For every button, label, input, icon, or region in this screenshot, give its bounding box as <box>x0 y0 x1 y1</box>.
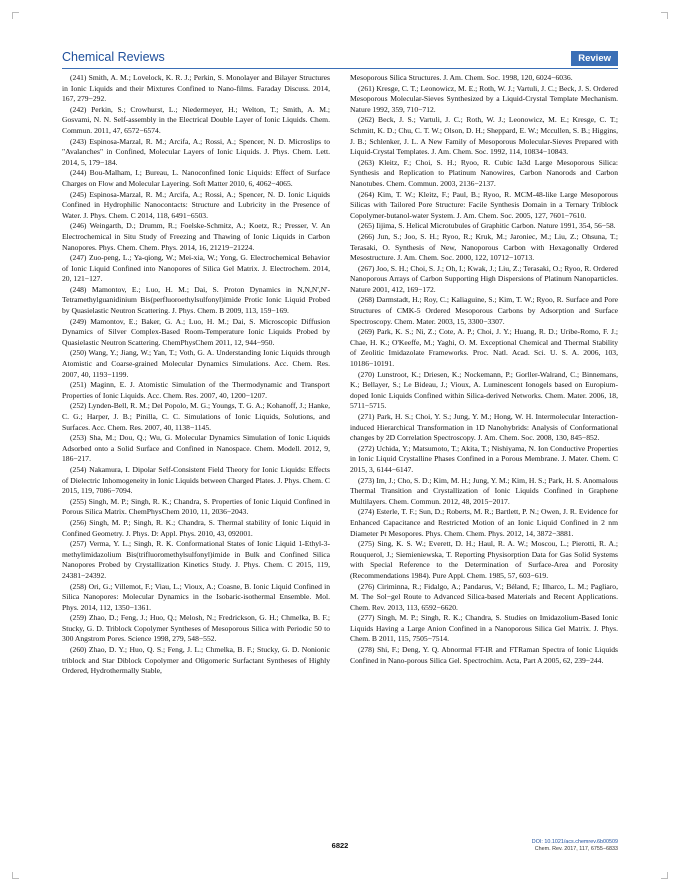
footer-citation <box>532 839 618 853</box>
reference-item: (273) Im, J.; Cho, S. D.; Kim, M. H.; Jung, Y. M.; Kim, H. S.; Park, H. S. Anomalous Thermal Transition and Crystallization of Ionic Liquids Confined in Graphene Multilayers. Chem. Commun. 2012, 48, 2015−2017. <box>350 475 618 506</box>
reference-item: (268) Darmstadt, H.; Roy, C.; Kaliaguine, S.; Kim, T. W.; Ryoo, R. Surface and Pore Structures of CMK-5 Ordered Mesoporous Carbons by Adsorption and Surface Spectroscopy. Chem. Mater. 2003, 15, 3300−3307. <box>350 295 618 326</box>
crop-mark <box>661 872 668 879</box>
journal-citation: Chem. Rev. 2017, 117, 6755−6833 <box>534 846 618 852</box>
reference-item: (258) Ori, G.; Villemot, F.; Viau, L.; Vioux, A.; Coasne, B. Ionic Liquid Confined in Silica Nanopores: Molecular Dynamics in the Isobaric-isothermal Ensemble. Mol. Phys. 2014, 112, 1350−1361. <box>62 581 330 612</box>
crop-mark <box>661 12 668 19</box>
reference-item: (241) Smith, A. M.; Lovelock, K. R. J.; Perkin, S. Monolayer and Bilayer Structures in Ionic Liquids and their Mixtures Confined to Nano-films. Faraday Discuss. 2014, 167, 279−292. <box>62 73 330 104</box>
reference-item: (267) Joo, S. H.; Choi, S. J.; Oh, I.; Kwak, J.; Liu, Z.; Terasaki, O.; Ryoo, R. Ordered Nanoporous Arrays of Carbon Supporting High Dispersions of Platinum Nanoparticles. Nature 2001, 412, 169−172. <box>350 263 618 294</box>
reference-item: (271) Park, H. S.; Choi, Y. S.; Jung, Y. M.; Hong, W. H. Intermolecular Interaction-induced Hierarchical Transformation in 1D Nanohybrids: Analysis of Conformational changes by 2D Correlation Spectroscopy. J. Am. Chem. Soc. 2008, 130, 845−852. <box>350 412 618 443</box>
reference-item: (278) Shi, F.; Deng, Y. Q. Abnormal FT-IR and FTRaman Spectra of Ionic Liquids Confined in Nano-porous Silica Gel. Spectrochim. Acta, Part A 2005, 62, 239−244. <box>350 645 618 665</box>
page-number: 6822 <box>331 841 349 850</box>
reference-item: (247) Zuo-peng, L.; Ya-qiong, W.; Mei-xia, W.; Yong, G. Electrochemical Behavior of Ionic Liquid Confined into Nanopores of Silica Gel Matrix. J. Electrochem. 2014, 20, 121−127. <box>62 253 330 284</box>
reference-item: (266) Jun, S.; Joo, S. H.; Ryoo, R.; Kruk, M.; Jaroniec, M.; Liu, Z.; Ohsuna, T.; Terasaki, O. Synthesis of New, Nanoporous Carbon with Hexagonally Ordered Mesostructure. J. Am. Chem. Soc. 2000, 122, 10712−10713. <box>350 231 618 263</box>
reference-item: (254) Nakamura, I. Dipolar Self-Consistent Field Theory for Ionic Liquids: Effects of Dielectric Inhomogeneity in Ionic Liquids between Charged Plates. J. Phys. Chem. C 2015, 119, 7086−7094. <box>62 464 330 496</box>
reference-item: (252) Lynden-Bell, R. M.; Del Popolo, M. G.; Youngs, T. G. A.; Kohanoff, J.; Hanke, C. G.; Harper, J. B.; Pinilla, C. C. Simulations of Ionic Liquids, Solutions, and Surfaces. Acc. Chem. Res. 2007, 40, 1138−1145. <box>62 401 330 432</box>
reference-item: (257) Verma, Y. L.; Singh, R. K. Conformational States of Ionic Liquid 1-Ethyl-3-methylimidazolium Bis(trifluoromethylsulfonyl)imide in Bulk and Confined Silica Nanopores Probed by Crystallization Kinetics Study. J. Phys. Chem. C 2015, 119, 24381−24392. <box>62 539 330 580</box>
reference-item: Mesoporous Silica Structures. J. Am. Chem. Soc. 1998, 120, 6024−6036. <box>350 73 573 82</box>
reference-item: (272) Uchida, Y.; Matsumoto, T.; Akita, T.; Nishiyama, N. Ion Conductive Properties in Ionic Liquid Crystalline Phases Confined in a Porous Membrane. J. Mater. Chem. C 2015, 3, 6144−6147. <box>350 443 618 474</box>
reference-item: (276) Ciriminna, R.; Fidalgo, A.; Pandarus, V.; Béland, F.; Ilharco, L. M.; Pagliaro, M. The Sol−gel Route to Advanced Silica-based Materials and Recent Applications. Chem. Rev. 2013, 113, 6592−6620. <box>350 581 618 612</box>
reference-item: (275) Sing, K. S. W.; Everett, D. H.; Haul, R. A. W.; Moscou, L.; Pierotti, R. A.; Rouquerol, J.; Siemieniewska, T. Reporting Physisorption Data for Gas Solid Systems with Special Reference to the Determination of Surface-Area and Porosity (Recommendations 1984). Pure Appl. Chem. 1985, 57, 603−619. <box>350 539 618 580</box>
reference-item: (245) Espinosa-Marzal, R. M.; Arcifa, A.; Rossi, A.; Spencer, N. D. Ionic Liquids Confined in Hydrophilic Nanocontacts: Structure and Lubricity in the Presence of Water. J. Phys. Chem. C 2014, 118, 6491−6503. <box>62 189 330 220</box>
crop-mark <box>12 872 19 879</box>
references-right-column <box>350 73 618 666</box>
reference-item: (253) Sha, M.; Dou, Q.; Wu, G. Molecular Dynamics Simulation of Ionic Liquids Adsorbed onto a Solid Surface and Confined in Nanospace. Chem. Modell. 2012, 9, 186−217. <box>62 433 330 464</box>
reference-item: (243) Espinosa-Marzal, R. M.; Arcifa, A.; Rossi, A.; Spencer, N. D. Microslips to "Avalanches" in Confined, Molecular Layers of Ionic Liquids. J. Phys. Chem. Lett. 2014, 5, 179−184. <box>62 136 330 167</box>
reference-item: (265) Iijima, S. Helical Microtubules of Graphitic Carbon. Nature 1991, 354, 56−58. <box>358 221 616 231</box>
reference-item: (261) Kresge, C. T.; Leonowicz, M. E.; Roth, W. J.; Vartuli, J. C.; Beck, J. S. Ordered Mesoporous Molecular-Sieves Synthesized by a Liquid-Crystal Template Mechanism. Nature 1992, 359, 710−712. <box>350 83 618 114</box>
reference-item: (264) Kim, T. W.; Kleitz, F.; Paul, B.; Ryoo, R. MCM-48-like Large Mesoporous Silicas with Tailored Pore Structure: Facile Synthesis Domain in a Ternary Triblock Copolymer-butanol-water System. J. Am. Chem. Soc. 2005, 127, 7601−7610. <box>350 189 618 220</box>
doi-link[interactable]: DOI: 10.1021/acs.chemrev.6b00509 <box>531 839 618 845</box>
reference-item: (246) Weingarth, D.; Drumm, R.; Foelske-Schmitz, A.; Koetz, R.; Presser, V. An Electrochemical in Situ Study of Freezing and Thawing of Ionic Liquids in Carbon Nanopores. Phys. Chem. Chem. Phys. 2014, 16, 21219−21224. <box>62 221 330 252</box>
reference-item: (250) Wang, Y.; Jiang, W.; Yan, T.; Voth, G. A. Understanding Ionic Liquids through Atomistic and Coarse-grained Molecular Dynamics Simulations. Acc. Chem. Res. 2007, 40, 1193−1199. <box>62 348 330 379</box>
page-header <box>62 50 618 67</box>
reference-item: (249) Mamontov, E.; Baker, G. A.; Luo, H. M.; Dai, S. Microscopic Diffusion Dynamics of Silver Complex-Based Room-Temperature Ionic Liquids Probed by Quasielastic Neutron Scattering. ChemPhysChem 2011, 12, 944−950. <box>62 316 330 347</box>
reference-item: (277) Singh, M. P.; Singh, R. K.; Chandra, S. Studies on Imidazolium-Based Ionic Liquids Having a Large Anion Confined in a Nanoporous Silica Gel Matrix. J. Phys. Chem. B 2011, 115, 7505−7514. <box>350 613 618 644</box>
reference-item: (255) Singh, M. P.; Singh, R. K.; Chandra, S. Properties of Ionic Liquid Confined in Porous Silica Matrix. ChemPhysChem 2010, 11, 2036−2043. <box>62 496 330 517</box>
reference-item: (256) Singh, M. P.; Singh, R. K.; Chandra, S. Thermal stability of Ionic Liquid in Confined Geometry. J. Phys. D: Appl. Phys. 2010, 43, 092001. <box>62 517 330 538</box>
crop-mark <box>12 12 19 19</box>
reference-item: (242) Perkin, S.; Crowhurst, L.; Niedermeyer, H.; Welton, T.; Smith, A. M.; Gosvami, N. N. Self-assembly in the Electrical Double Layer of Ionic Liquids. Chem. Commun. 2011, 47, 6572−6574. <box>62 104 330 135</box>
reference-item: (274) Esterle, T. F.; Sun, D.; Roberts, M. R.; Bartlett, P. N.; Owen, J. R. Evidence for Enhanced Capacitance and Restricted Motion of an Ionic Liquid Confined in 2 nm Diameter Pt Mesopores. Phys. Chem. Chem. Phys. 2012, 14, 3872−3881. <box>350 507 618 538</box>
journal-title: Chemical Reviews <box>62 50 165 64</box>
reference-item: (270) Lunstroot, K.; Driesen, K.; Nockemann, P.; Gorller-Walrand, C.; Binnemans, K.; Bellayer, S.; Le Bideau, J.; Vioux, A. Luminescent Ionogels based on Europium-doped Ionic Liquids Confined within Silica-derived Networks. Chem. Mater. 2006, 18, 5711−5715. <box>350 369 618 411</box>
reference-item: (269) Park, K. S.; Ni, Z.; Cote, A. P.; Choi, J. Y.; Huang, R. D.; Uribe-Romo, F. J.; Chae, H. K.; O'Keeffe, M.; Yaghi, O. M. Exceptional Chemical and Thermal Stability of Zeolitic Imidazolate Frameworks. Proc. Natl. Acad. Sci. U. S. A. 2006, 103, 10186−10191. <box>350 327 618 369</box>
reference-item: (260) Zhao, D. Y.; Huo, Q. S.; Feng, J. L.; Chmelka, B. F.; Stucky, G. D. Nonionic triblock and Star Diblock Copolymer and Oligomeric Surfactant Syntheses of Highly Ordered, Hydrothermally Stable, <box>62 645 330 676</box>
reference-item: (251) Maginn, E. J. Atomistic Simulation of the Thermodynamic and Transport Properties of Ionic Liquids. Acc. Chem. Res. 2007, 40, 1200−1207. <box>62 380 330 400</box>
references-left-column <box>62 73 330 677</box>
header-rule <box>62 68 618 69</box>
reference-item: (248) Mamontov, E.; Luo, H. M.; Dai, S. Proton Dynamics in N,N,N',N'-Tetramethylguanidinium Bis(perfluoroethylsulfonyl)imide Protic Ionic Liquid Probed by Quasielastic Neutron Scattering. J. Phys. Chem. B 2009, 113, 159−169. <box>62 284 330 316</box>
reference-item: (259) Zhao, D.; Feng, J.; Huo, Q.; Melosh, N.; Fredrickson, G. H.; Chmelka, B. F.; Stucky, G. D. Triblock Copolymer Syntheses of Mesoporous Silica with Periodic 50 to 300 Angstrom Pores. Science 1998, 279, 548−552. <box>62 613 330 644</box>
reference-item: (263) Kleitz, F.; Choi, S. H.; Ryoo, R. Cubic Ia3d Large Mesoporous Silica: Synthesis and Replication to Platinum Nanowires, Carbon Nanorods and Carbon Nanotubes. Chem. Commun. 2003, 2136−2137. <box>350 157 618 188</box>
reference-item: (262) Beck, J. S.; Vartuli, J. C.; Roth, W. J.; Leonowicz, M. E.; Kresge, C. T.; Schmitt, K. D.; Chu, C. T. W.; Olson, D. H.; Sheppard, E. W.; Mccullen, S. B.; Higgins, J. B.; Schlenker, J. L. A New Family of Mesoporous Molecular-Sieves Prepared with Liquid-Crystal Templates. J. Am. Chem. Soc. 1992, 114, 10834−10843. <box>350 115 618 157</box>
reference-item: (244) Bou-Malham, I.; Bureau, L. Nanoconfined Ionic Liquids: Effect of Surface Charges on Flow and Molecular Layering. Soft Matter 2010, 6, 4062−4065. <box>62 168 330 188</box>
section-badge: Review <box>571 51 618 66</box>
